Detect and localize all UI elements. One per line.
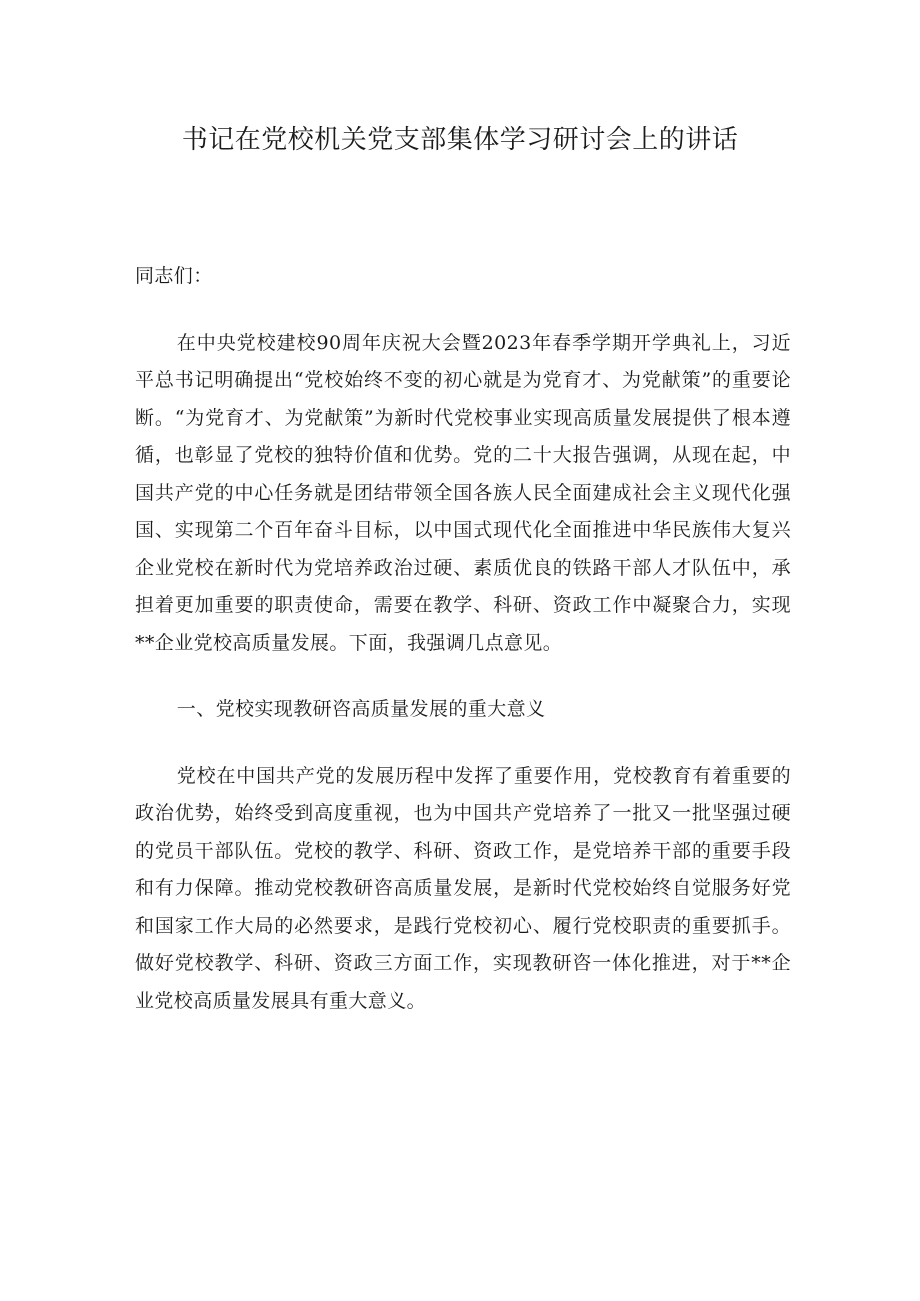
paragraph-section-1: 党校在中国共产党的发展历程中发挥了重要作用，党校教育有着重要的政治优势，始终受到高度重视，也为中国共产党培养了一批又一批坚强过硬的党员干部队伍。党校的教学、科研、资政工作，是党培养干部的重要手段和有力保障。推动党校教研咨高质量发展，是新时代党校始终自觉服务好党和国家工作大局的必然要求，是践行党校初心、履行党校职责的重要抓手。做好党校教学、科研、资政三方面工作，实现教研咨一体化推进，对于**企业党校高质量发展具有重大意义。 [135,764,791,1012]
document-body [135,258,791,1020]
paragraph-intro: 在中央党校建校90周年庆祝大会暨2023年春季学期开学典礼上，习近平总书记明确提出“党校始终不变的初心就是为党育才、为党献策”的重要论断。“为党育才、为党献策”为新时代党校事业实现高质量发展提供了根本遵循，也彰显了党校的独特价值和优势。党的二十大报告强调，从现在起，中国共产党的中心任务就是团结带领全国各族人民全面建成社会主义现代化强国、实现第二个百年奋斗目标，以中国式现代化全面推进中华民族伟大复兴企业党校在新时代为党培养政治过硬、素质优良的铁路干部人才队伍中，承担着更加重要的职责使命，需要在教学、科研、资政工作中凝聚合力，实现**企业党校高质量发展。下面，我强调几点意见。 [135,331,791,654]
salutation: 同志们： [135,265,213,287]
section-heading-1: 一、党校实现教研咨高质量发展的重大意义 [176,698,546,720]
document-title: 书记在党校机关党支部集体学习研讨会上的讲话 [181,125,739,155]
